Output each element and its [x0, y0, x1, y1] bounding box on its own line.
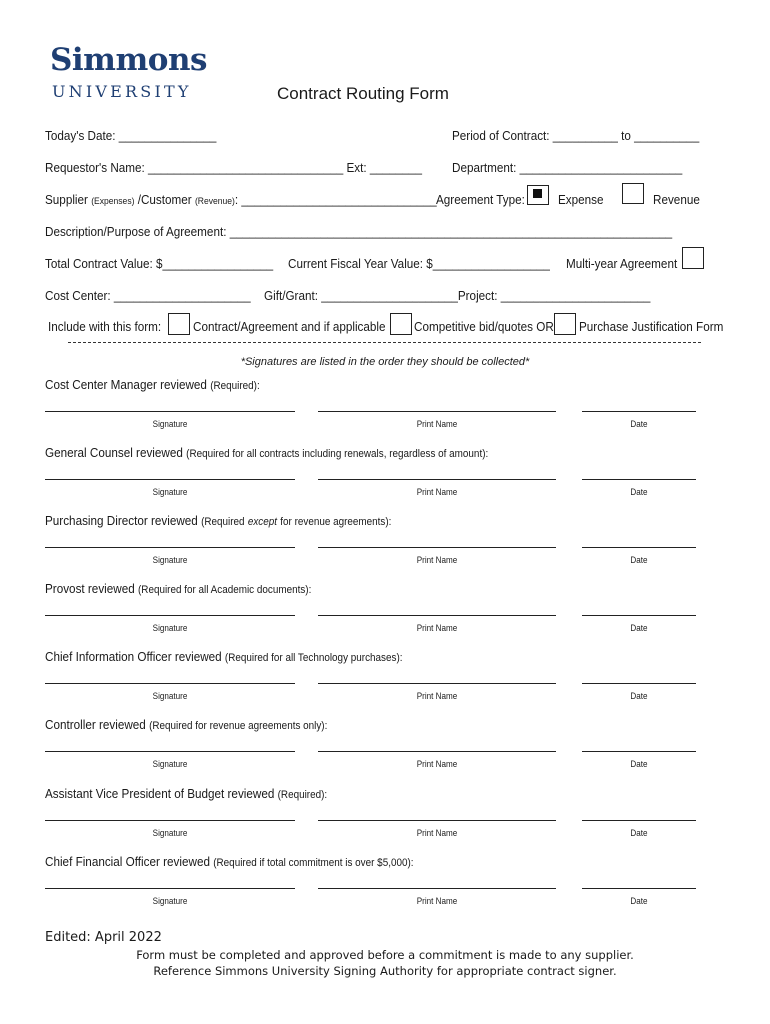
signature-line[interactable] [45, 683, 295, 684]
section-heading [45, 445, 488, 460]
revenue-label: Revenue [653, 192, 700, 207]
footer-line-1: Form must be completed and approved before a commitment is made to any supplier. [136, 948, 634, 962]
customer-label: /Customer [137, 192, 192, 207]
signature-line[interactable] [45, 411, 295, 412]
date-line[interactable] [582, 820, 696, 821]
signature-label: Signature [152, 896, 188, 906]
date-line[interactable] [582, 547, 696, 548]
section-requirement-end: for revenue agreements): [280, 516, 392, 528]
signature-line[interactable] [45, 888, 295, 889]
expense-checkbox[interactable] [527, 185, 549, 205]
section-requirement: (Required): [277, 789, 328, 801]
date-label: Date [630, 691, 648, 701]
divider [68, 342, 701, 343]
agreement-type-label: Agreement Type: [436, 192, 525, 207]
date-line[interactable] [582, 751, 696, 752]
edited-date: Edited: April 2022 [45, 930, 162, 945]
print-name-label: Print Name [416, 828, 458, 838]
section-title: General Counsel reviewed [45, 445, 183, 460]
date-label: Date [630, 555, 648, 565]
print-name-line[interactable] [318, 888, 556, 889]
section-title: Purchasing Director reviewed [45, 513, 198, 528]
signature-label: Signature [152, 623, 188, 633]
signature-label: Signature [152, 487, 188, 497]
competitive-bid-checkbox[interactable] [390, 313, 412, 335]
purchase-justification-label: Purchase Justification Form [579, 319, 724, 334]
requestor-name-field[interactable]: Requestor's Name: ______________________________ Ext: ________ [45, 160, 422, 175]
signature-line[interactable] [45, 751, 295, 752]
multi-year-checkbox[interactable] [682, 247, 704, 269]
signature-order-note: *Signatures are listed in the order they should be collected* [240, 356, 530, 368]
print-name-line[interactable] [318, 683, 556, 684]
section-requirement: (Required for all Technology purchases): [224, 652, 403, 664]
description-field[interactable]: Description/Purpose of Agreement: ____________________________________________________________________ [45, 224, 673, 239]
contract-agreement-checkbox[interactable] [168, 313, 190, 335]
competitive-bid-label: Competitive bid/quotes OR [414, 319, 554, 334]
logo-wordmark: Simmons [50, 42, 207, 78]
signature-line[interactable] [45, 547, 295, 548]
logo-subtitle: UNIVERSITY [52, 82, 192, 101]
signature-label: Signature [152, 691, 188, 701]
date-line[interactable] [582, 411, 696, 412]
include-label: Include with this form: [48, 319, 162, 334]
print-name-label: Print Name [416, 623, 458, 633]
section-heading [45, 649, 402, 664]
section-heading [45, 377, 260, 392]
supplier-label: Supplier [45, 192, 88, 207]
print-name-line[interactable] [318, 615, 556, 616]
section-heading [45, 513, 391, 528]
section-requirement: (Required): [210, 380, 260, 392]
section-title: Chief Financial Officer reviewed [45, 854, 210, 869]
section-requirement: (Required [201, 516, 245, 528]
signature-label: Signature [152, 828, 188, 838]
section-heading [45, 717, 327, 732]
section-heading [45, 854, 414, 869]
signature-line[interactable] [45, 479, 295, 480]
date-line[interactable] [582, 683, 696, 684]
date-label: Date [630, 828, 648, 838]
section-requirement: (Required if total commitment is over $5,000): [213, 857, 414, 869]
print-name-line[interactable] [318, 479, 556, 480]
signature-label: Signature [152, 419, 188, 429]
date-label: Date [630, 759, 648, 769]
page-title: Contract Routing Form [277, 84, 449, 103]
purchase-justification-checkbox[interactable] [554, 313, 576, 335]
section-title: Cost Center Manager reviewed [45, 377, 207, 392]
supplier-note: (Expenses) [91, 196, 135, 207]
print-name-label: Print Name [416, 896, 458, 906]
section-requirement: (Required for all Academic documents): [138, 584, 312, 596]
print-name-line[interactable] [318, 751, 556, 752]
department-field[interactable]: Department: _________________________ [452, 160, 683, 175]
signature-label: Signature [152, 759, 188, 769]
section-heading [45, 786, 327, 801]
cost-center-field[interactable]: Cost Center: _____________________ [45, 288, 251, 303]
print-name-label: Print Name [416, 759, 458, 769]
print-name-line[interactable] [318, 411, 556, 412]
date-line[interactable] [582, 479, 696, 480]
footer-line-2: Reference Simmons University Signing Authority for appropriate contract signer. [153, 964, 617, 978]
section-requirement-emphasis: except [247, 516, 278, 528]
supplier-blank: : ______________________________ [234, 192, 437, 207]
section-requirement: (Required for all contracts including renewals, regardless of amount): [186, 448, 489, 460]
print-name-label: Print Name [416, 419, 458, 429]
date-line[interactable] [582, 888, 696, 889]
section-heading [45, 581, 311, 596]
revenue-checkbox[interactable] [622, 183, 644, 204]
section-title: Provost reviewed [45, 581, 135, 596]
supplier-customer-field[interactable] [45, 192, 437, 207]
signature-label: Signature [152, 555, 188, 565]
customer-note: (Revenue) [194, 196, 235, 207]
print-name-label: Print Name [416, 691, 458, 701]
section-title: Assistant Vice President of Budget reviewed [45, 786, 275, 801]
section-title: Chief Information Officer reviewed [45, 649, 222, 664]
print-name-label: Print Name [416, 555, 458, 565]
print-name-line[interactable] [318, 547, 556, 548]
todays-date-field[interactable]: Today's Date: _______________ [45, 128, 217, 143]
date-label: Date [630, 896, 648, 906]
gift-grant-project-field[interactable]: Gift/Grant: _____________________Project: _______________________ [264, 288, 651, 303]
date-label: Date [630, 419, 648, 429]
signature-line[interactable] [45, 820, 295, 821]
print-name-label: Print Name [416, 487, 458, 497]
date-label: Date [630, 623, 648, 633]
date-label: Date [630, 487, 648, 497]
date-line[interactable] [582, 615, 696, 616]
contract-agreement-label: Contract/Agreement and if applicable [193, 319, 386, 334]
fiscal-year-value-field[interactable]: Current Fiscal Year Value: $__________________ [288, 256, 550, 271]
section-title: Controller reviewed [45, 717, 146, 732]
period-of-contract-field[interactable]: Period of Contract: __________ to __________ [452, 128, 700, 143]
expense-label: Expense [558, 192, 604, 207]
signature-line[interactable] [45, 615, 295, 616]
print-name-line[interactable] [318, 820, 556, 821]
total-contract-value-field[interactable]: Total Contract Value: $_________________ [45, 256, 274, 271]
section-requirement: (Required for revenue agreements only): [149, 720, 328, 732]
multi-year-label: Multi-year Agreement [566, 256, 678, 271]
